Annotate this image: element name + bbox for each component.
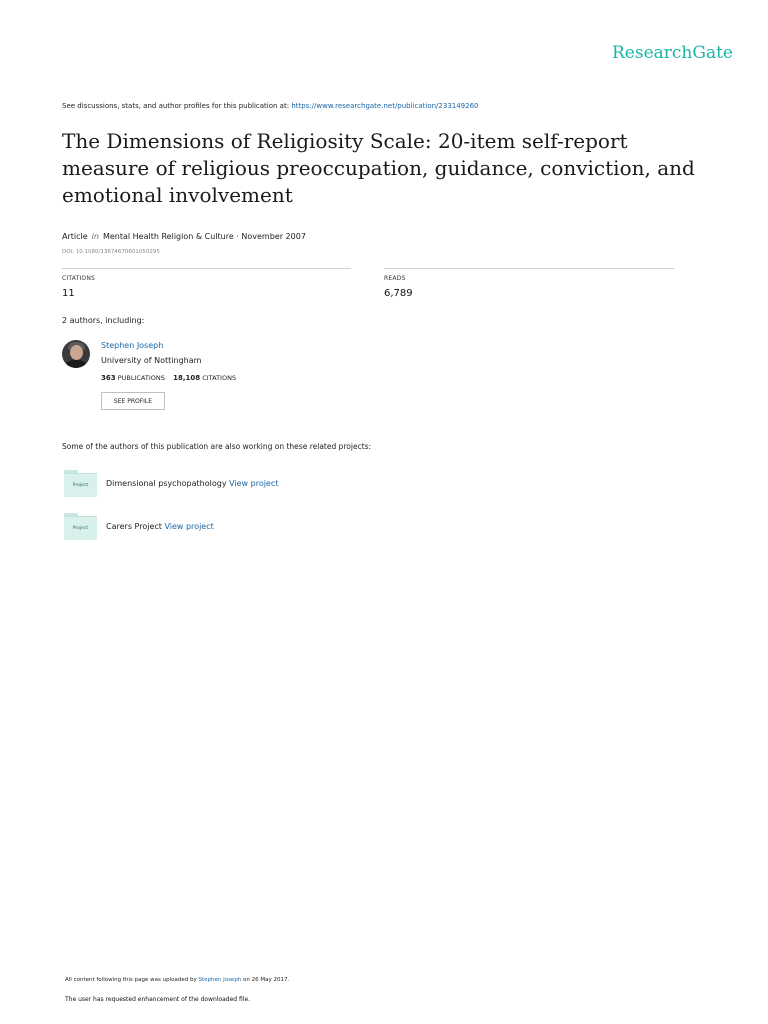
publication-meta [62,232,306,241]
reads-label: READS [384,275,406,282]
doi: DOI: 10.1080/13674670601050295 [62,249,160,255]
project-folder-label: Project [72,526,89,531]
see-profile-button[interactable]: SEE PROFILE [101,392,165,410]
author-stats [101,374,236,382]
project-folder-label: Project [72,483,89,488]
publication-title: The Dimensions of Religiosity Scale: 20-item self-report measure of religious preoccupation, guidance, conviction, and emotional involvement [62,129,695,207]
upload-prefix: All content following this page was uploaded by [65,977,197,983]
enhancement-note: The user has requested enhancement of the downloaded file. [65,996,251,1003]
folder-icon[interactable] [64,470,97,496]
reads-value: 6,789 [384,288,413,299]
author-publications-label: PUBLICATIONS [117,374,165,382]
journal-date[interactable]: Mental Health Religion & Culture · November 2007 [102,232,306,241]
view-project-link[interactable]: View project [164,522,214,531]
project-name: Carers Project [106,522,162,531]
folder-icon[interactable] [64,513,97,539]
author-avatar[interactable] [62,340,90,368]
author-institution: University of Nottingham [101,356,202,365]
authors-heading: 2 authors, including: [62,316,145,325]
discussion-line [62,102,479,110]
project-item [106,522,214,531]
citations-label: CITATIONS [62,275,96,282]
author-publications-count: 363 [101,374,116,382]
upload-suffix: on 26 May 2017. [243,977,290,983]
author-name-link[interactable]: Stephen Joseph [101,341,164,350]
researchgate-logo[interactable]: ResearchGate [612,43,733,63]
publication-url-link[interactable]: https://www.researchgate.net/publication/233149260 [291,102,479,110]
project-item [106,479,278,488]
citations-value: 11 [62,288,75,299]
projects-heading: Some of the authors of this publication are also working on these related projects: [62,442,372,451]
upload-note [65,977,289,983]
in-label: in [91,232,99,241]
article-type: Article [62,232,88,241]
discussion-text: See discussions, stats, and author profiles for this publication at: [62,102,290,110]
project-name: Dimensional psychopathology [106,479,227,488]
author-citations-label: CITATIONS [202,374,237,382]
view-project-link[interactable]: View project [229,479,279,488]
uploader-link[interactable]: Stephen Joseph [198,977,242,983]
reads-divider [384,268,674,269]
author-citations-count: 18,108 [173,374,201,382]
citations-divider [62,268,351,269]
